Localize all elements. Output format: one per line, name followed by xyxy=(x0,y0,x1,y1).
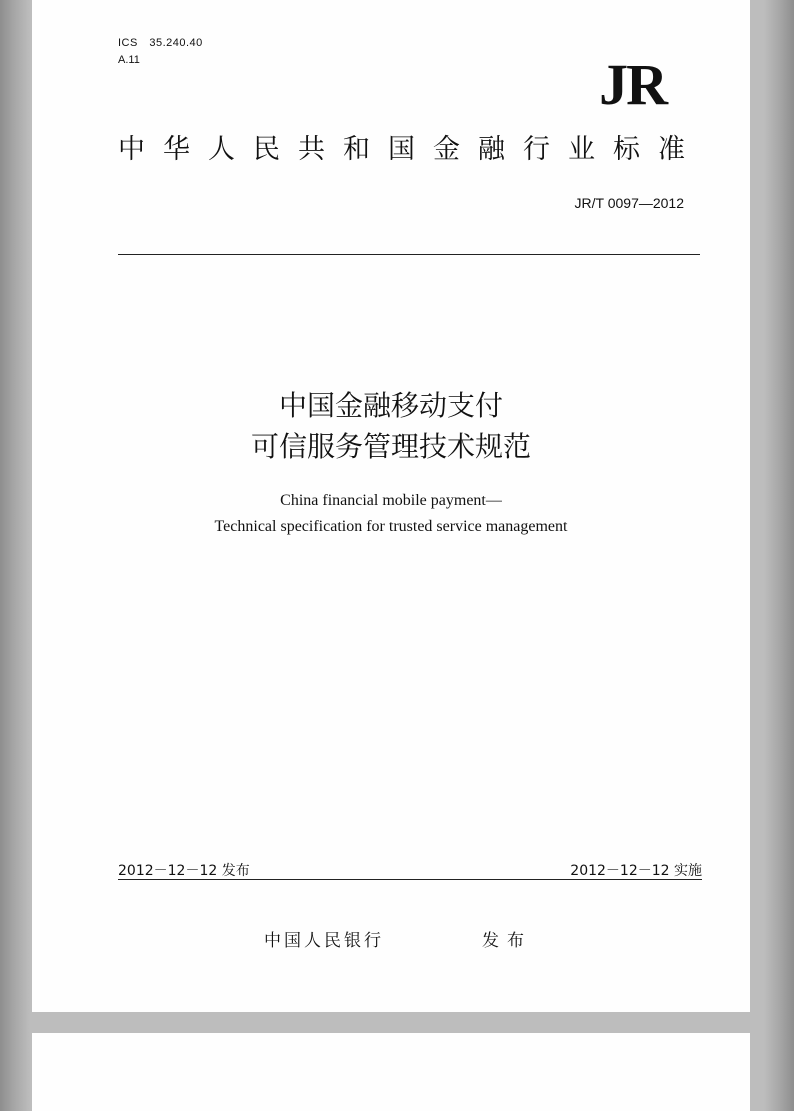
title-cn-line1: 中国金融移动支付 xyxy=(278,389,503,422)
standard-number: JR/T 0097—2012 xyxy=(574,195,684,211)
title-cn-line2: 可信服务管理技术规范 xyxy=(250,430,531,463)
publish-label: 发布 xyxy=(482,931,532,951)
issuer-name: 中国人民银行 xyxy=(264,931,384,951)
jr-logo: JR xyxy=(599,52,666,117)
ccs-code: A.11 xyxy=(118,54,140,66)
ics-code: ICS 35.240.40 xyxy=(118,37,203,49)
title-en-line2: Technical specification for trusted service management xyxy=(214,518,568,535)
title-en-line1: China financial mobile payment— xyxy=(280,492,502,509)
standard-type-heading: 中华人民共和国金融行业标准 xyxy=(118,134,703,165)
header-divider xyxy=(118,254,700,255)
implement-date: 2012－12－12 实施 xyxy=(570,863,702,879)
next-page-edge xyxy=(32,1033,750,1111)
footer-divider xyxy=(118,879,702,880)
issue-date: 2012－12－12 发布 xyxy=(118,863,250,879)
document-cover-page xyxy=(32,0,750,1012)
